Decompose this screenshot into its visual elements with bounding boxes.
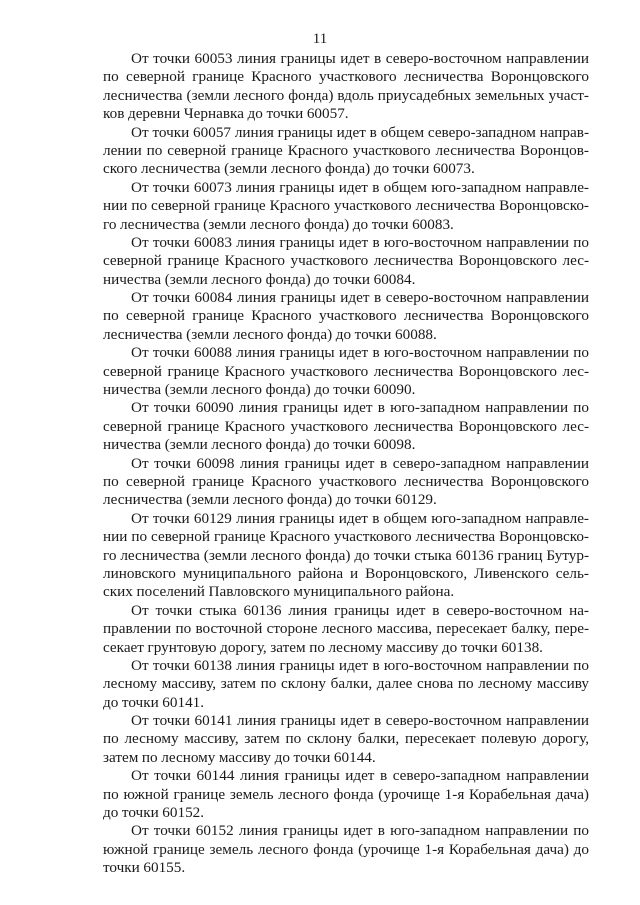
text-line: лесничества (земли лесного фонда) до точки 60129. — [103, 491, 437, 509]
text-line: ских поселений Павловского муниципального района. — [103, 583, 455, 601]
text-line: по северной границе Красного участкового лесничества Воронцовского — [103, 472, 589, 490]
text-line: го лесничества (земли лесного фонда) до точки стыка 60136 границ Бутур- — [103, 546, 589, 564]
text-line: От точки 60083 линия границы идет в юго-восточном направлении по — [131, 233, 589, 251]
paragraph — [103, 822, 589, 877]
paragraph — [103, 767, 589, 822]
text-line: ничества (земли лесного фонда) до точки 60098. — [103, 436, 416, 454]
text-line: От точки 60057 линия границы идет в общем северо-западном направ- — [131, 123, 589, 141]
paragraph — [103, 657, 589, 712]
paragraph — [103, 455, 589, 510]
text-line: От точки 60088 линия границы идет в юго-восточном направлении по — [131, 344, 589, 362]
text-line: северной границе Красного участкового лесничества Воронцовского лес- — [103, 417, 589, 435]
text-line: секает грунтовую дорогу, затем по лесному массиву до точки 60138. — [103, 638, 543, 656]
text-line: От точки стыка 60136 линия границы идет в северо-восточном на- — [131, 601, 589, 619]
text-line: ничества (земли лесного фонда) до точки 60090. — [103, 381, 416, 399]
text-line: северной границе Красного участкового лесничества Воронцовского лес- — [103, 362, 589, 380]
text-line: затем по лесному массиву до точки 60144. — [103, 748, 376, 766]
paragraph — [103, 602, 589, 657]
text-line: ничества (земли лесного фонда) до точки 60084. — [103, 270, 416, 288]
paragraph — [103, 712, 589, 767]
text-line: От точки 60053 линия границы идет в северо-восточном направлении — [131, 50, 589, 67]
paragraph — [103, 289, 589, 344]
text-line: точки 60155. — [103, 859, 186, 877]
paragraph — [103, 179, 589, 234]
paragraph — [103, 234, 589, 289]
text-line: От точки 60152 линия границы идет в юго-западном направлении по — [131, 822, 589, 840]
text-line: От точки 60073 линия границы идет в общем юго-западном направле- — [131, 178, 589, 196]
text-line: го лесничества (земли лесного фонда) до точки 60083. — [103, 215, 454, 233]
text-line: лесничества (земли лесного фонда) вдоль приусадебных земельных участ- — [103, 86, 589, 104]
text-line: лесничества (земли лесного фонда) до точки 60088. — [103, 325, 437, 343]
text-line: по северной границе Красного участкового лесничества Воронцовского — [103, 68, 589, 86]
text-line: лении по северной границе Красного участкового лесничества Воронцов- — [103, 141, 589, 159]
text-line: до точки 60152. — [103, 804, 205, 822]
text-line: лесному массиву, затем по склону балки, далее снова по лесному массиву — [103, 675, 589, 693]
text-line: северной границе Красного участкового лесничества Воронцовского лес- — [103, 252, 589, 270]
text-line: От точки 60138 линия границы идет в юго-восточном направлении по — [131, 656, 589, 674]
paragraph — [103, 50, 589, 124]
text-line: От точки 60090 линия границы идет в юго-западном направлении по — [131, 399, 589, 417]
text-line: От точки 60084 линия границы идет в северо-восточном направлении — [131, 289, 589, 307]
text-line: нии по северной границе Красного участкового лесничества Воронцовско- — [103, 528, 589, 546]
paragraph — [103, 399, 589, 454]
text-line: От точки 60141 линия границы идет в северо-восточном направлении — [131, 712, 589, 730]
text-line: От точки 60144 линия границы идет в северо-западном направлении — [131, 767, 589, 785]
text-line: южной границе земель лесного фонда (урочище 1-я Корабельная дача) до — [103, 840, 589, 858]
text-line: до точки 60141. — [103, 693, 205, 711]
text-line: ков деревни Чернавка до точки 60057. — [103, 105, 349, 123]
paragraph — [103, 344, 589, 399]
text-line: нии по северной границе Красного участкового лесничества Воронцовско- — [103, 197, 589, 215]
text-line: От точки 60098 линия границы идет в северо-западном направлении — [131, 454, 589, 472]
text-line: ского лесничества (земли лесного фонда) до точки 60073. — [103, 160, 475, 178]
paragraph — [103, 510, 589, 602]
text-line: по южной границе земель лесного фонда (урочище 1-я Корабельная дача) — [103, 785, 589, 803]
text-line: правлении по восточной стороне лесного массива, пересекает балку, пере- — [103, 620, 589, 638]
text-line: по северной границе Красного участкового лесничества Воронцовского — [103, 307, 589, 325]
page-number: 11 — [312, 31, 328, 47]
paragraph — [103, 124, 589, 179]
text-line: по лесному массиву, затем по склону балки, пересекает полевую дорогу, — [103, 730, 589, 748]
document-body — [103, 50, 589, 878]
text-line: От точки 60129 линия границы идет в общем юго-западном направле- — [131, 509, 589, 527]
text-line: линовского муниципального района и Воронцовского, Ливенского сель- — [103, 564, 589, 582]
